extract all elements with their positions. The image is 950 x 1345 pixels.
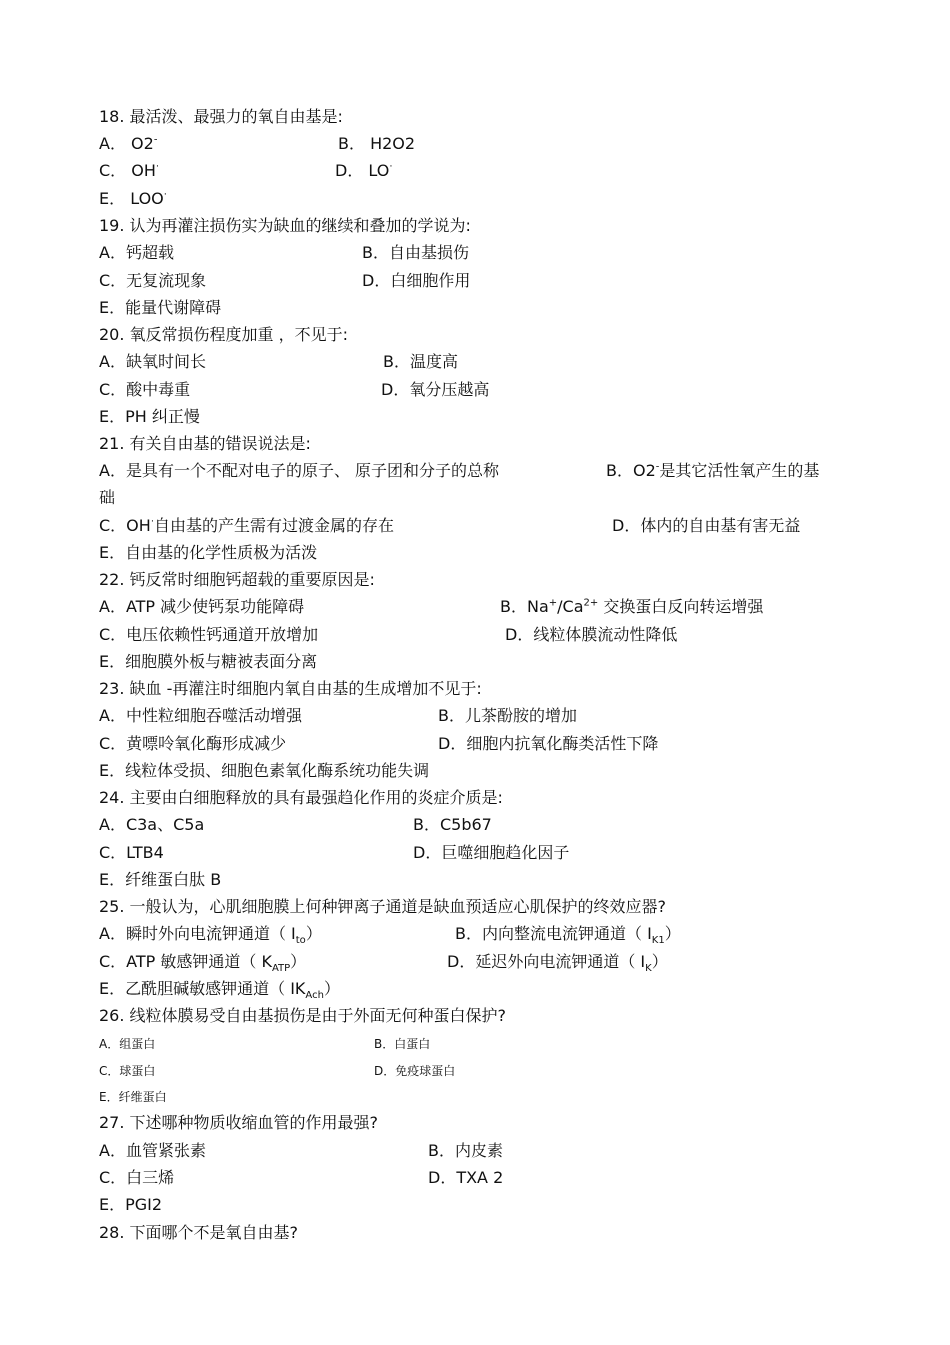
superscript: · <box>389 161 393 173</box>
q27-option-a: A．血管紧张素 <box>99 1141 206 1160</box>
subscript: to <box>295 935 306 947</box>
q25-option-d <box>447 952 668 975</box>
subscript: Ach <box>305 990 324 1002</box>
option-text: OH <box>131 161 156 180</box>
q21-option-d: D．体内的自由基有害无益 <box>612 516 801 535</box>
subscript: ATP <box>271 963 291 975</box>
option-text: C．OH <box>99 516 151 535</box>
q26-option-e: E．纤维蛋白 <box>99 1090 167 1104</box>
q20-option-e: E．PH 纠正慢 <box>99 407 200 426</box>
q20-option-b: B．温度高 <box>383 352 458 371</box>
q21-option-c <box>99 516 394 536</box>
q19-option-d: D．白细胞作用 <box>362 271 471 290</box>
option-text: /Ca <box>557 597 584 616</box>
option-text: C．ATP 敏感钾通道（ K <box>99 952 272 971</box>
q24-stem: 24. 主要由白细胞释放的具有最强趋化作用的炎症介质是: <box>99 788 503 807</box>
superscript: - <box>655 461 660 473</box>
q22-option-c: C．电压依赖性钙通道开放增加 <box>99 625 319 644</box>
q18-option-d <box>335 161 393 181</box>
q25-option-b <box>455 924 681 947</box>
option-text: E．乙酰胆碱敏感钾通道（ IK <box>99 979 306 998</box>
q26-option-a: A．组蛋白 <box>99 1037 156 1051</box>
q19-option-c: C．无复流现象 <box>99 271 207 290</box>
q20-option-c: C．酸中毒重 <box>99 380 191 399</box>
q18-stem: 18. 最活泼、最强力的氧自由基是: <box>99 107 343 126</box>
q26-option-d: D．免疫球蛋白 <box>374 1064 456 1078</box>
q21-option-a: A．是具有一个不配对电子的原子、 原子团和分子的总称 <box>99 461 500 480</box>
q19-option-a: A．钙超载 <box>99 243 174 262</box>
option-text: LO <box>368 161 390 180</box>
q24-option-b: B．C5b67 <box>413 815 492 834</box>
q21-option-b <box>606 461 819 481</box>
subscript: K1 <box>651 935 665 947</box>
q27-option-e: E．PGI2 <box>99 1195 163 1214</box>
superscript: - <box>153 134 158 146</box>
q28-stem: 28. 下面哪个不是氧自由基? <box>99 1223 299 1242</box>
q21-stem: 21. 有关自由基的错误说法是: <box>99 434 311 453</box>
q23-stem: 23. 缺血 -再灌注时细胞内氧自由基的生成增加不见于: <box>99 679 482 698</box>
superscript: · <box>150 516 154 528</box>
option-label: A． <box>99 134 126 153</box>
q25-stem: 25. 一般认为，心肌细胞膜上何种钾离子通道是缺血预适应心肌保护的终效应器? <box>99 897 667 916</box>
q24-option-a: A．C3a、C5a <box>99 815 205 834</box>
option-label: B． <box>338 134 365 153</box>
subscript: K <box>645 963 652 975</box>
superscript: 2+ <box>583 597 599 609</box>
option-text: ） <box>664 924 681 943</box>
option-text: ） <box>305 924 322 943</box>
q19-option-b: B．自由基损伤 <box>362 243 469 262</box>
q20-option-a: A．缺氧时间长 <box>99 352 206 371</box>
option-text: D．延迟外向电流钾通道（ I <box>447 952 646 971</box>
option-text: LOO <box>130 189 164 208</box>
q22-option-b <box>500 597 763 617</box>
q27-option-d: D．TXA 2 <box>428 1168 504 1187</box>
option-text: H2O2 <box>370 134 416 153</box>
q25-option-c <box>99 952 307 975</box>
q26-stem: 26. 线粒体膜易受自由基损伤是由于外面无何种蛋白保护? <box>99 1006 507 1025</box>
option-text: B．Na <box>500 597 549 616</box>
q24-option-e: E．纤维蛋白肽 B <box>99 870 222 889</box>
superscript: · <box>163 189 167 201</box>
q25-option-a <box>99 924 322 947</box>
option-text: 自由基的产生需有过渡金属的存在 <box>154 516 395 535</box>
option-text: B．O2 <box>606 461 656 480</box>
q27-option-c: C．白三烯 <box>99 1168 175 1187</box>
option-text: O2 <box>131 134 154 153</box>
q22-option-a: A．ATP 减少使钙泵功能障碍 <box>99 597 305 616</box>
q26-option-b: B．白蛋白 <box>374 1037 431 1051</box>
q20-stem: 20. 氧反常损伤程度加重 ，不见于: <box>99 325 349 344</box>
option-label: C． <box>99 161 127 180</box>
q21-option-e: E．自由基的化学性质极为活泼 <box>99 543 318 562</box>
q18-option-e <box>99 189 167 209</box>
q23-option-c: C．黄嘌呤氧化酶形成减少 <box>99 734 287 753</box>
q24-option-c: C．LTB4 <box>99 843 164 862</box>
option-label: D． <box>335 161 364 180</box>
q23-option-d: D．细胞内抗氧化酶类活性下降 <box>438 734 659 753</box>
superscript: · <box>155 161 160 173</box>
q23-option-a: A．中性粒细胞吞噬活动增强 <box>99 706 302 725</box>
q18-option-b <box>338 134 415 154</box>
q27-option-b: B．内皮素 <box>428 1141 503 1160</box>
q24-option-d: D．巨噬细胞趋化因子 <box>413 843 570 862</box>
option-text: 交换蛋白反向转运增强 <box>598 597 764 616</box>
q22-option-d: D．线粒体膜流动性降低 <box>505 625 678 644</box>
option-text: ） <box>290 952 307 971</box>
q19-option-e: E．能量代谢障碍 <box>99 298 222 317</box>
option-label: E． <box>99 189 126 208</box>
option-text: A．瞬时外向电流钾通道（ I <box>99 924 296 943</box>
option-text: ） <box>651 952 668 971</box>
q21-option-b-wrap: 础 <box>99 488 116 507</box>
option-text: 是其它活性氧产生的基 <box>659 461 820 480</box>
q27-stem: 27. 下述哪种物质收缩血管的作用最强? <box>99 1113 379 1132</box>
q19-stem: 19. 认为再灌注损伤实为缺血的继续和叠加的学说为: <box>99 216 471 235</box>
q18-option-a <box>99 134 157 154</box>
q23-option-e: E．线粒体受损、细胞色素氧化酶系统功能失调 <box>99 761 430 780</box>
q22-option-e: E．细胞膜外板与糖被表面分离 <box>99 652 318 671</box>
q26-option-c: C．球蛋白 <box>99 1064 156 1078</box>
q25-option-e <box>99 979 340 1002</box>
q20-option-d: D．氧分压越高 <box>381 380 490 399</box>
q22-stem: 22. 钙反常时细胞钙超载的重要原因是: <box>99 570 375 589</box>
option-text: B．内向整流电流钾通道（ I <box>455 924 652 943</box>
superscript: + <box>548 597 558 609</box>
q23-option-b: B．儿茶酚胺的增加 <box>438 706 577 725</box>
q18-option-c <box>99 161 159 181</box>
option-text: ） <box>323 979 340 998</box>
